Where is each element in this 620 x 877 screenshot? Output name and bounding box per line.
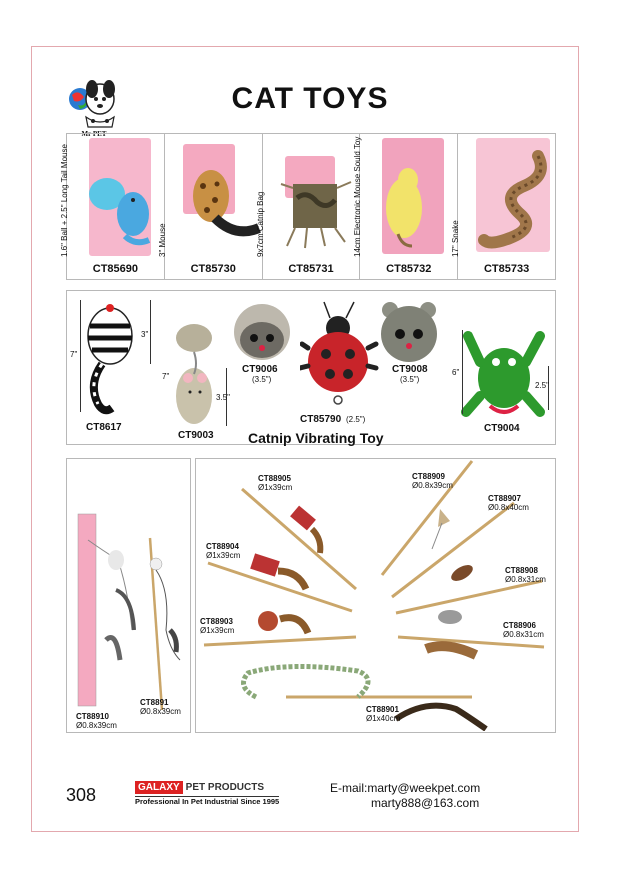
product-cell <box>60 134 165 279</box>
snake-toy-icon <box>478 148 554 252</box>
email-line-2: marty888@163.com <box>371 796 480 810</box>
wand-code: CT8891 <box>140 698 169 707</box>
catnip-bag-toy-icon <box>277 178 357 254</box>
dimension-label: 7" <box>162 372 170 381</box>
dimension-line <box>80 300 81 412</box>
wand-code: CT88905 <box>258 474 291 483</box>
brand-rest: PET PRODUCTS <box>185 782 265 793</box>
product-code: CT85733 <box>483 263 530 275</box>
wand-spec: Ø1x39cm <box>200 626 235 635</box>
wand-spec: Ø0.8x39cm <box>412 481 453 490</box>
product-cell <box>255 134 361 279</box>
brand-name <box>135 782 264 793</box>
wand-spec: Ø0.8x39cm <box>76 721 117 730</box>
ladybug-toy-icon <box>300 300 380 412</box>
dimension-line <box>150 300 151 364</box>
wand-spec: Ø0.8x31cm <box>503 630 544 639</box>
product-code: CT9003 <box>178 430 214 441</box>
product-code: CT85690 <box>92 263 139 275</box>
product-code: CT85730 <box>190 263 236 275</box>
product-caption: 14cm Electronic Mouse Sould Toy <box>353 136 363 257</box>
wand-label <box>76 712 117 730</box>
dimension-label: 6" <box>452 368 460 377</box>
dimension-label: 3.5" <box>216 393 230 402</box>
product-code: CT85731 <box>288 263 334 275</box>
product-cell <box>353 134 461 279</box>
product-cell <box>157 134 263 279</box>
wand-code: CT88909 <box>412 472 445 481</box>
dimension-label: 3" <box>141 330 149 339</box>
wand-spec: Ø0.8x31cm <box>505 575 546 584</box>
blue-mouse-toy-icon <box>85 166 157 246</box>
size-label: (3.5") <box>400 375 420 384</box>
wand-spec: Ø0.8x39cm <box>140 707 181 716</box>
wand-label <box>503 621 544 639</box>
product-code: CT9008 <box>392 364 428 375</box>
product-caption: 17" Snake <box>451 220 461 257</box>
wand-label <box>505 566 546 584</box>
page-title: CAT TOYS <box>231 82 389 115</box>
wand-label <box>206 542 240 560</box>
product-cell <box>451 134 555 279</box>
wand-label <box>200 617 234 635</box>
wand-spec: Ø1x40cm <box>366 714 401 723</box>
dimension-label: 2.5" <box>535 381 549 390</box>
dimension-label: 7" <box>70 350 78 359</box>
wand-code: CT88908 <box>505 566 538 575</box>
brand-red: GALAXY <box>135 781 183 794</box>
wand-code: CT88907 <box>488 494 521 503</box>
wand-code: CT88906 <box>503 621 536 630</box>
product-code: CT9004 <box>484 423 520 434</box>
product-code: CT9006 <box>242 364 278 375</box>
top-product-grid <box>60 133 556 280</box>
wand-code: CT88903 <box>200 617 233 626</box>
wand-spec: Ø1x39cm <box>206 551 241 560</box>
email-line-1: E-mail:marty@weekpet.com <box>330 781 481 795</box>
frog-toy-icon <box>460 326 546 420</box>
logo-text: Mr PET <box>81 130 107 138</box>
round-gray-toy-icon <box>232 300 292 362</box>
wand-label <box>366 705 400 723</box>
wand-spec: Ø1x39cm <box>258 483 293 492</box>
wand-label <box>258 474 292 492</box>
brand-tagline: Professional In Pet Industrial Since 1995 <box>135 797 280 806</box>
size-label: (2.5") <box>346 415 366 424</box>
wand-label <box>140 698 181 716</box>
wand-code: CT88904 <box>206 542 239 551</box>
product-caption: 9x7cm Catnip Bag <box>255 191 265 257</box>
dimension-line <box>462 330 463 414</box>
wand-code: CT88901 <box>366 705 399 714</box>
wand-spec: Ø0.8x40cm <box>488 503 529 512</box>
wand-code: CT88910 <box>76 712 109 721</box>
gray-mouse-toy-icon <box>170 318 220 428</box>
gray-ball-toy-icon <box>378 300 440 364</box>
product-caption: 1.6" Ball + 2.5" Long Tail Mouse <box>60 144 69 257</box>
product-code: CT85790 <box>300 414 342 425</box>
wand-label <box>488 494 529 512</box>
product-code: CT8617 <box>86 422 122 433</box>
wand-package-icon <box>76 510 188 710</box>
product-caption: 3" Mouse <box>157 223 167 257</box>
size-label: (3.5") <box>252 375 272 384</box>
page-number: 308 <box>66 785 97 805</box>
section-subtitle: Catnip Vibrating Toy <box>248 430 384 446</box>
leopard-mouse-toy-icon <box>187 160 263 250</box>
yellow-mouse-toy-icon <box>378 164 448 250</box>
product-code: CT85732 <box>386 263 432 275</box>
wand-label <box>412 472 453 490</box>
zebra-toy-icon <box>84 300 136 418</box>
